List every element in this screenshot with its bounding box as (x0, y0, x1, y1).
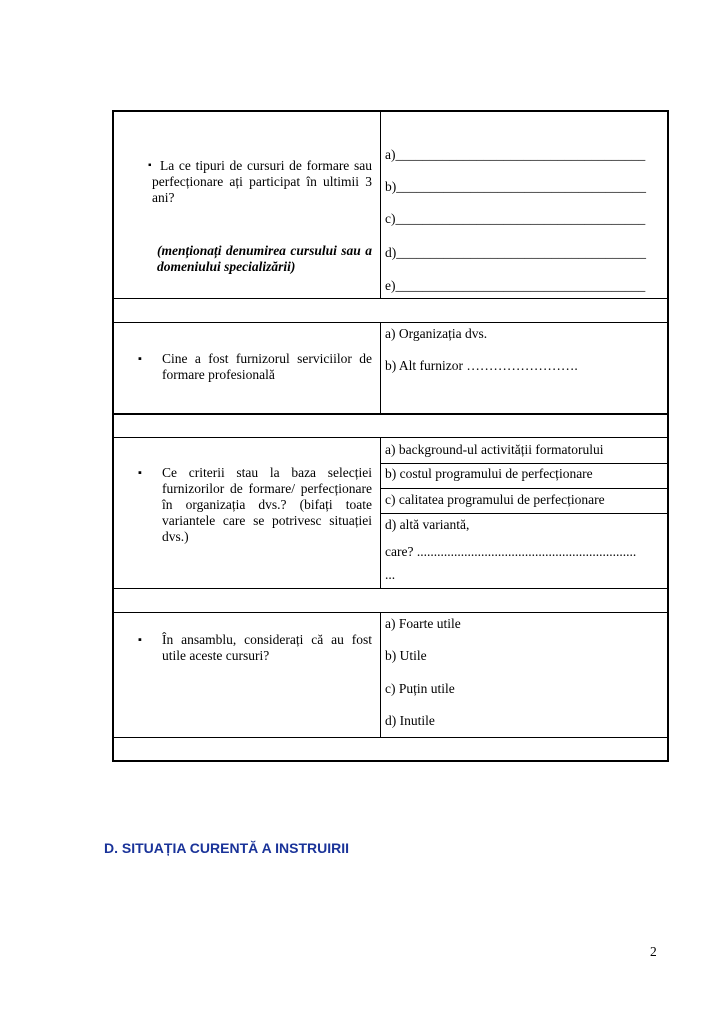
question-1 (148, 158, 372, 206)
question-3 (138, 465, 372, 545)
section-heading: D. SITUAȚIA CURENTĂ A INSTRUIRII (104, 840, 349, 856)
bullet-icon: ▪ (138, 467, 142, 479)
question-4 (138, 632, 372, 664)
answer-option-c[interactable]: c) Puțin utile (385, 681, 455, 696)
question-1-text: La ce tipuri de cursuri de formare sau perfecționare ați participat în ultimii 3 ani? (152, 158, 372, 205)
bullet-icon: ▪ (148, 160, 152, 171)
question-4-text: În ansamblu, considerați că au fost utile aceste cursuri? (162, 632, 372, 663)
question-2 (138, 351, 372, 383)
row-divider (112, 413, 669, 415)
column-divider (380, 110, 381, 298)
answer-line-d[interactable]: d)_____________________________________ (385, 245, 646, 260)
column-divider (380, 612, 381, 737)
page-number: 2 (650, 944, 657, 959)
question-3-text: Ce criterii stau la baza selecției furnizorilor de formare/ perfecționare în organizația dvs.? (bifați toate variantele care se potrivesc situației dvs.) (162, 465, 372, 544)
answer-option-a[interactable]: a) Organizația dvs. (385, 326, 488, 341)
answer-divider (380, 463, 669, 464)
answer-divider (380, 513, 669, 514)
answer-option-b[interactable]: b) costul programului de perfecționare (385, 466, 593, 481)
answer-line-a[interactable]: a)_____________________________________ (385, 147, 646, 162)
question-2-text: Cine a fost furnizorul serviciilor de formare profesională (162, 351, 372, 382)
question-1-note: (menționați denumirea cursului sau a domeniului specializării) (157, 243, 372, 274)
column-divider (380, 437, 381, 588)
row-divider (112, 322, 669, 323)
bullet-icon: ▪ (138, 353, 142, 365)
row-divider (112, 298, 669, 299)
column-divider (380, 322, 381, 413)
row-divider (112, 437, 669, 438)
row-divider (112, 588, 669, 589)
answer-option-d[interactable]: d) altă variantă, (385, 517, 470, 532)
answer-option-a[interactable]: a) Foarte utile (385, 616, 461, 631)
answer-option-c[interactable]: c) calitatea programului de perfecționare (385, 492, 605, 507)
answer-line-e[interactable]: e)_____________________________________ (385, 278, 646, 293)
answer-line-b[interactable]: b)_____________________________________ (385, 179, 646, 194)
row-divider (112, 737, 669, 738)
answer-other-continuation: ... (385, 567, 396, 582)
answer-other-line[interactable]: care? ................................................................. (385, 544, 637, 559)
answer-line-c[interactable]: c)_____________________________________ (385, 211, 646, 226)
questionnaire-table (112, 110, 669, 762)
answer-option-b[interactable]: b) Alt furnizor ……………………. (385, 358, 578, 373)
row-divider (112, 612, 669, 613)
answer-option-a[interactable]: a) background-ul activității formatorului (385, 442, 604, 457)
answer-option-b[interactable]: b) Utile (385, 648, 427, 663)
answer-divider (380, 488, 669, 489)
bullet-icon: ▪ (138, 634, 142, 646)
answer-option-d[interactable]: d) Inutile (385, 713, 435, 728)
